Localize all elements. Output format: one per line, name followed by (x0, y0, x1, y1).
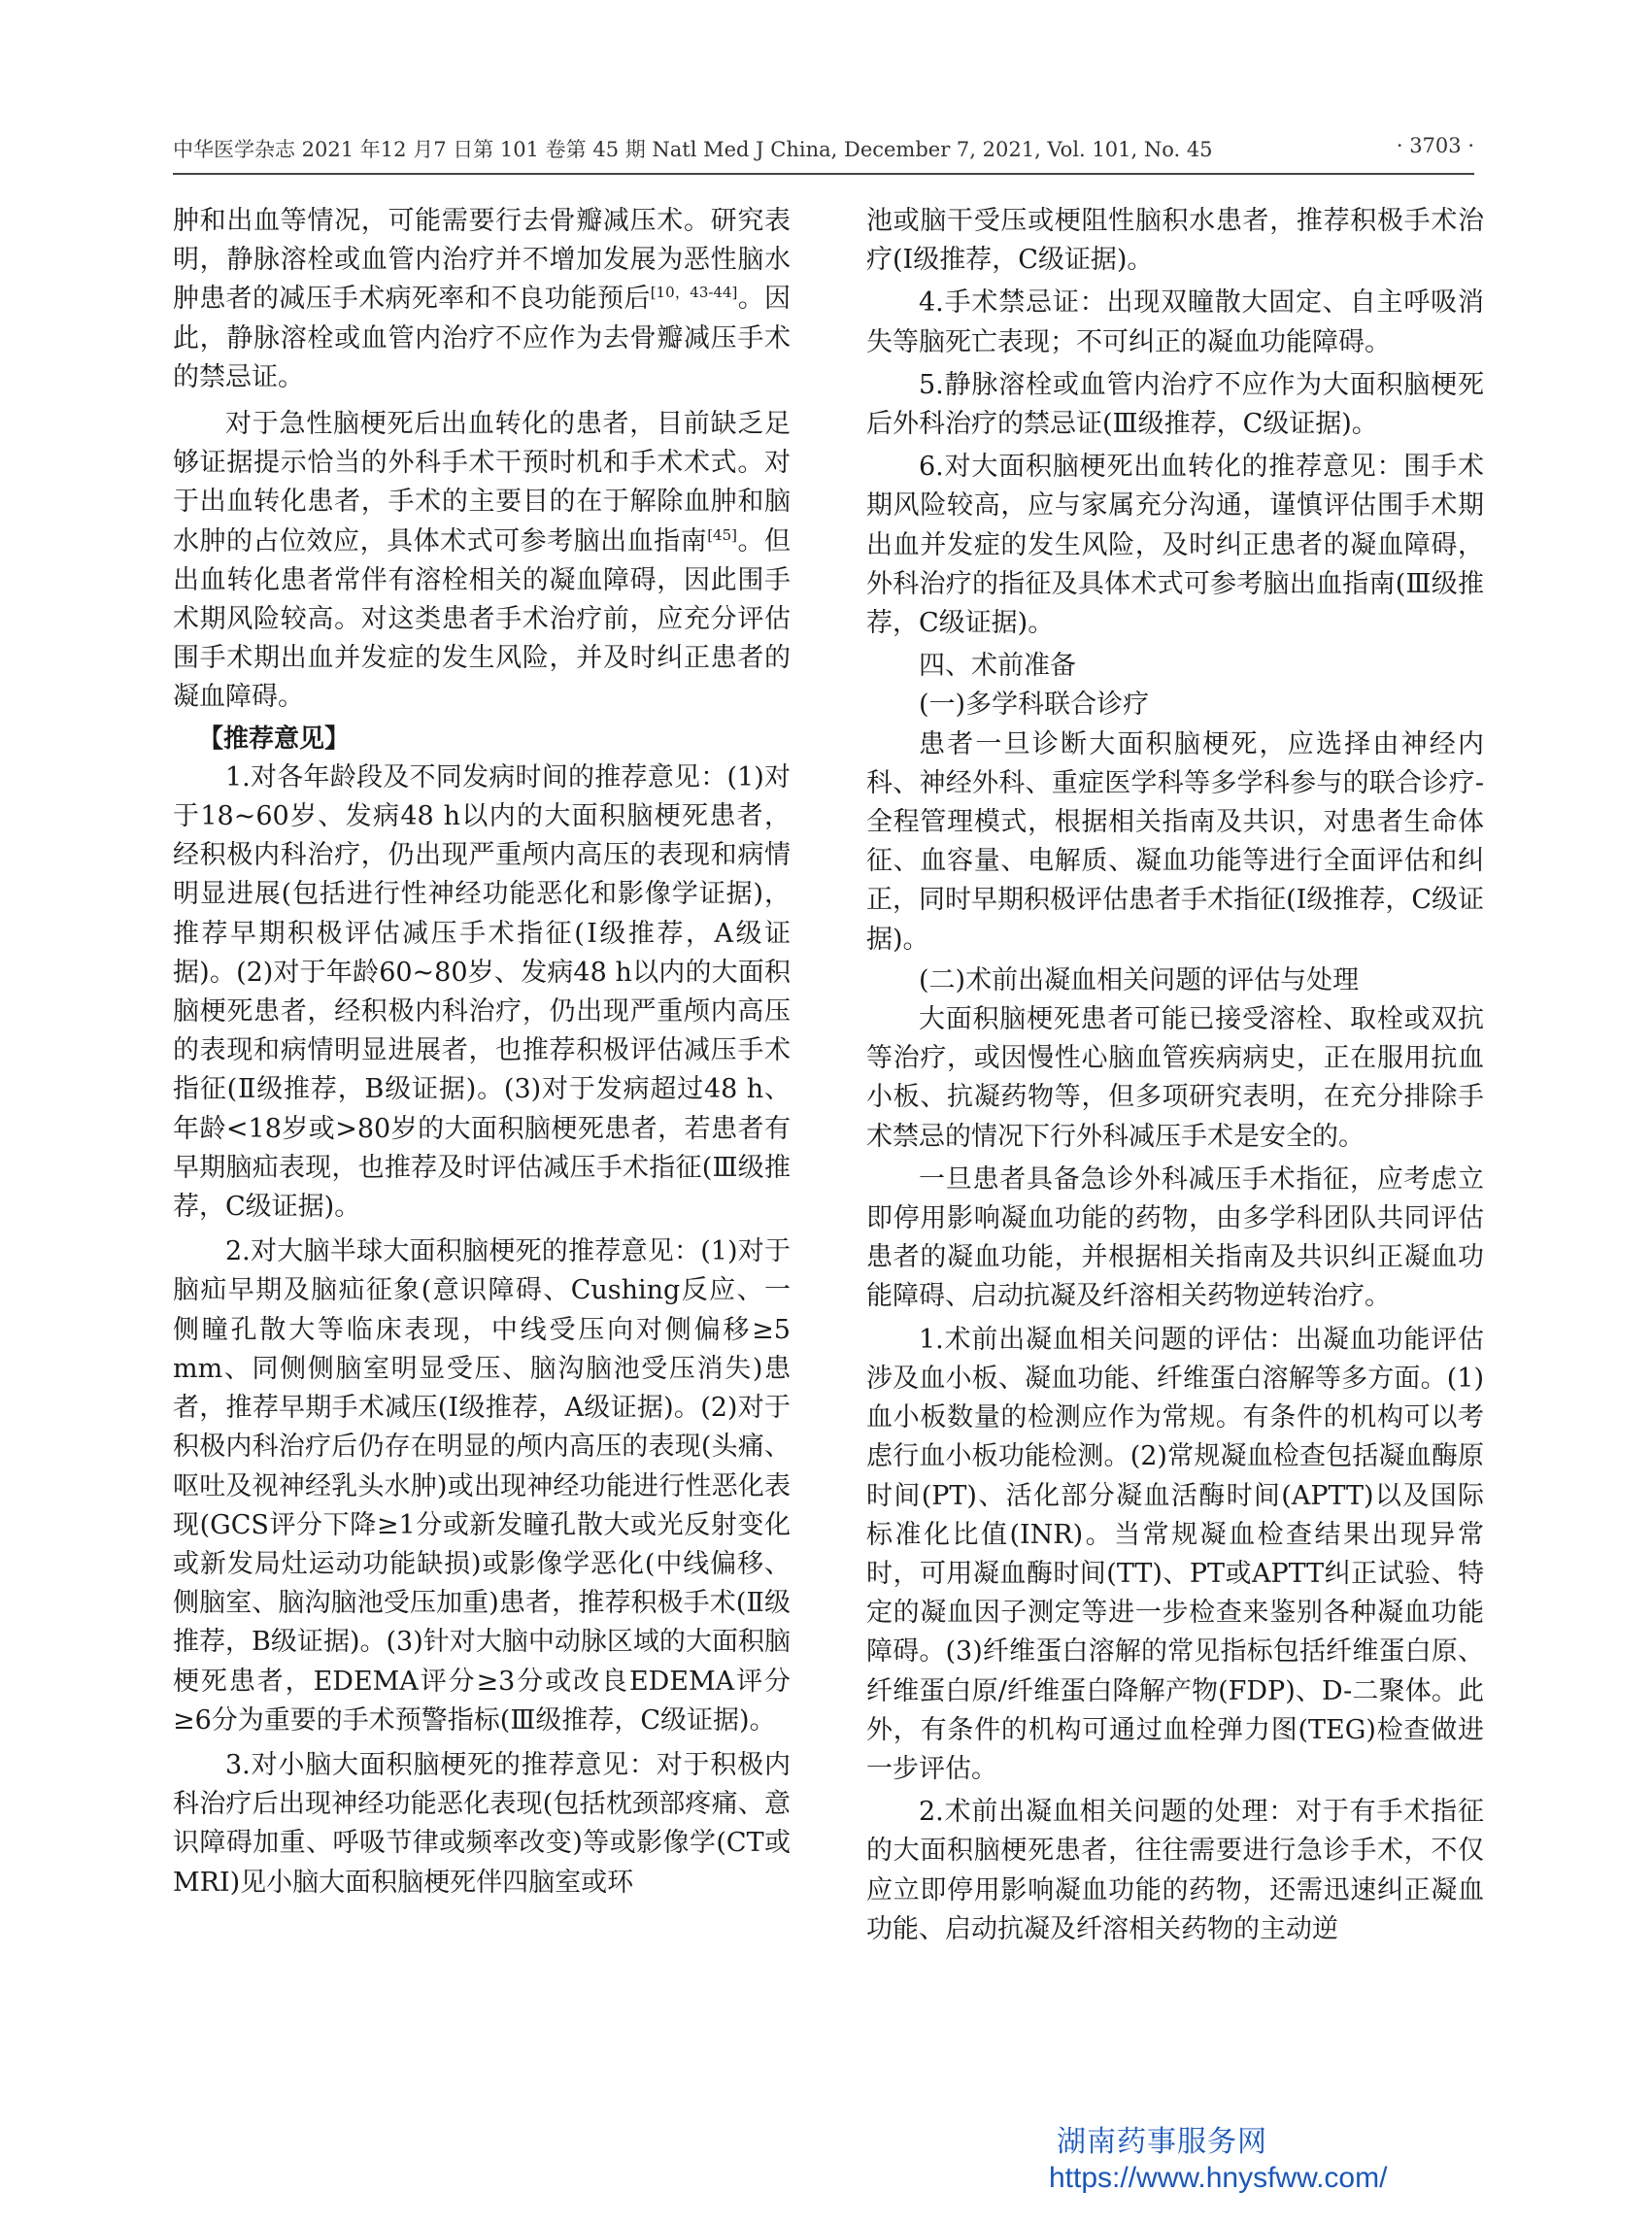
paragraph: 池或脑干受压或梗阻性脑积水患者，推荐积极手术治疗(Ⅰ级推荐，C级证据)。 (866, 206, 1484, 276)
paragraph: 肿和出血等情况，可能需要行去骨瓣减压术。研究表明，静脉溶栓或血管内治疗并不增加发展为恶性脑水肿患者的减压手术病死率和不良功能预后[10，43-44]。因此，静脉溶栓或血管内治疗不应作为去骨瓣减压手术的禁忌证。 (173, 206, 792, 392)
right-column (866, 202, 1484, 1949)
watermark-url[interactable]: https://www.hnysfww.com/ (1049, 2162, 1388, 2194)
recommendation-heading: 【推荐意见】 (198, 724, 351, 754)
subsection-heading: (二)术前出凝血相关问题的评估与处理 (919, 964, 1360, 995)
left-column (173, 202, 791, 1903)
recommendation-5: 5.静脉溶栓或血管内治疗不应作为大面积脑梗死后外科治疗的禁忌证(Ⅲ级推荐，C级证据)。 (866, 369, 1484, 440)
paragraph: 对于急性脑梗死后出血转化的患者，目前缺乏足够证据提示恰当的外科手术干预时机和手术术式。对于出血转化患者，手术的主要目的在于解除血肿和脑水肿的占位效应，具体术式可参考脑出血指南[45]。但出血转化患者常伴有溶栓相关的凝血障碍，因此围手术期风险较高。对这类患者手术治疗前，应充分评估围手术期出血并发症的发生风险，并及时纠正患者的凝血障碍。 (173, 409, 792, 713)
header-rule (173, 173, 1474, 175)
paragraph: 患者一旦诊断大面积脑梗死，应选择由神经内科、神经外科、重症医学科等多学科参与的联合诊疗-全程管理模式，根据相关指南及共识，对患者生命体征、血容量、电解质、凝血功能等进行全面评估和纠正，同时早期积极评估患者手术指征(Ⅰ级推荐，C级证据)。 (866, 728, 1484, 955)
section-heading: 四、术前准备 (919, 651, 1076, 682)
paragraph: 一旦患者具备急诊外科减压手术指征，应考虑立即停用影响凝血功能的药物，由多学科团队共同评估患者的凝血功能，并根据相关指南及共识纠正凝血功能障碍、启动抗凝及纤溶相关药物逆转治疗。 (866, 1163, 1484, 1312)
page-number: · 3703 · (1396, 134, 1474, 157)
recommendation-6: 6.对大面积脑梗死出血转化的推荐意见：围手术期风险较高，应与家属充分沟通，谨慎评估围手术期出血并发症的发生风险，及时纠正患者的凝血障碍，外科治疗的指征及具体术式可参考脑出血指南(Ⅲ级推荐，C级证据)。 (866, 452, 1484, 639)
subsection-heading: (一)多学科联合诊疗 (919, 690, 1150, 721)
paragraph: 大面积脑梗死患者可能已接受溶栓、取栓或双抗等治疗，或因慢性心脑血管疾病病史，正在服用抗血小板、抗凝药物等，但多项研究表明，在充分排除手术禁忌的情况下行外科减压手术是安全的。 (866, 1004, 1484, 1152)
recommendation-1: 1.对各年龄段及不同发病时间的推荐意见：(1)对于18~60岁、发病48 h以内的大面积脑梗死患者，经积极内科治疗，仍出现严重颅内高压的表现和病情明显进展(包括进行性神经功能恶化和影像学证据)，推荐早期积极评估减压手术指征(Ⅰ级推荐，A级证据)。(2)对于年龄60~80岁、发病48 h以内的大面积脑梗死患者，经积极内科治疗，仍出现严重颅内高压的表现和病情明显进展者，也推荐积极评估减压手术指征(Ⅱ级推荐，B级证据)。(3)对于发病超过48 h、年龄<18岁或>80岁的大面积脑梗死患者，若患者有早期脑疝表现，也推荐及时评估减压手术指征(Ⅲ级推荐，C级证据)。 (173, 761, 791, 1223)
recommendation-2: 2.对大脑半球大面积脑梗死的推荐意见：(1)对于脑疝早期及脑疝征象(意识障碍、Cushing反应、一侧瞳孔散大等临床表现，中线受压向对侧偏移≥5 mm、同侧侧脑室明显受压、脑沟脑池受压消失)患者，推荐早期手术减压(Ⅰ级推荐，A级证据)。(2)对于积极内科治疗后仍存在明显的颅内高压的表现(头痛、呕吐及视神经乳头水肿)或出现神经功能进行性恶化表现(GCS评分下降≥1分或新发瞳孔散大或光反射变化或新发局灶运动功能缺损)或影像学恶化(中线偏移、侧脑室、脑沟脑池受压加重)患者，推荐积极手术(Ⅱ级推荐，B级证据)。(3)针对大脑中动脉区域的大面积脑梗死患者，EDEMA评分≥3分或改良EDEMA评分≥6分为重要的手术预警指标(Ⅲ级推荐，C级证据)。 (173, 1236, 791, 1736)
citation-ref: [10，43-44] (650, 284, 738, 302)
paragraph: 1.术前出凝血相关问题的评估：出凝血功能评估涉及血小板、凝血功能、纤维蛋白溶解等多方面。(1)血小板数量的检测应作为常规。有条件的机构可以考虑行血小板功能检测。(2)常规凝血检查包括凝血酶原时间(PT)、活化部分凝血活酶时间(APTT)以及国际标准化比值(INR)。当常规凝血检查结果出现异常时，可用凝血酶时间(TT)、PT或APTT纠正试验、特定的凝血因子测定等进一步检查来鉴别各种凝血功能障碍。(3)纤维蛋白溶解的常见指标包括纤维蛋白原、纤维蛋白原/纤维蛋白降解产物(FDP)、D-二聚体。此外，有条件的机构可通过血栓弹力图(TEG)检查做进一步评估。 (866, 1324, 1484, 1784)
citation-ref: [45] (707, 525, 737, 544)
watermark (1049, 2117, 1496, 2195)
running-header (173, 134, 1474, 173)
paragraph: 2.术前出凝血相关问题的处理：对于有手术指征的大面积脑梗死患者，往往需要进行急诊手术，不仅应立即停用影响凝血功能的药物，还需迅速纠正凝血功能、启动抗凝及纤溶相关药物的主动逆 (866, 1797, 1484, 1944)
watermark-site-name: 湖南药事服务网 (1057, 2125, 1267, 2159)
journal-citation: 中华医学杂志 2021 年12 月7 日第 101 卷第 45 期 Natl Med J China, December 7, 2021, Vol. 101, No. 45 (173, 138, 1213, 161)
recommendation-3: 3.对小脑大面积脑梗死的推荐意见：对于积极内科治疗后出现神经功能恶化表现(包括枕颈部疼痛、意识障碍加重、呼吸节律或频率改变)等或影像学(CT或MRI)见小脑大面积脑梗死伴四脑室或环 (173, 1749, 791, 1898)
recommendation-4: 4.手术禁忌证：出现双瞳散大固定、自主呼吸消失等脑死亡表现；不可纠正的凝血功能障碍。 (866, 287, 1484, 357)
